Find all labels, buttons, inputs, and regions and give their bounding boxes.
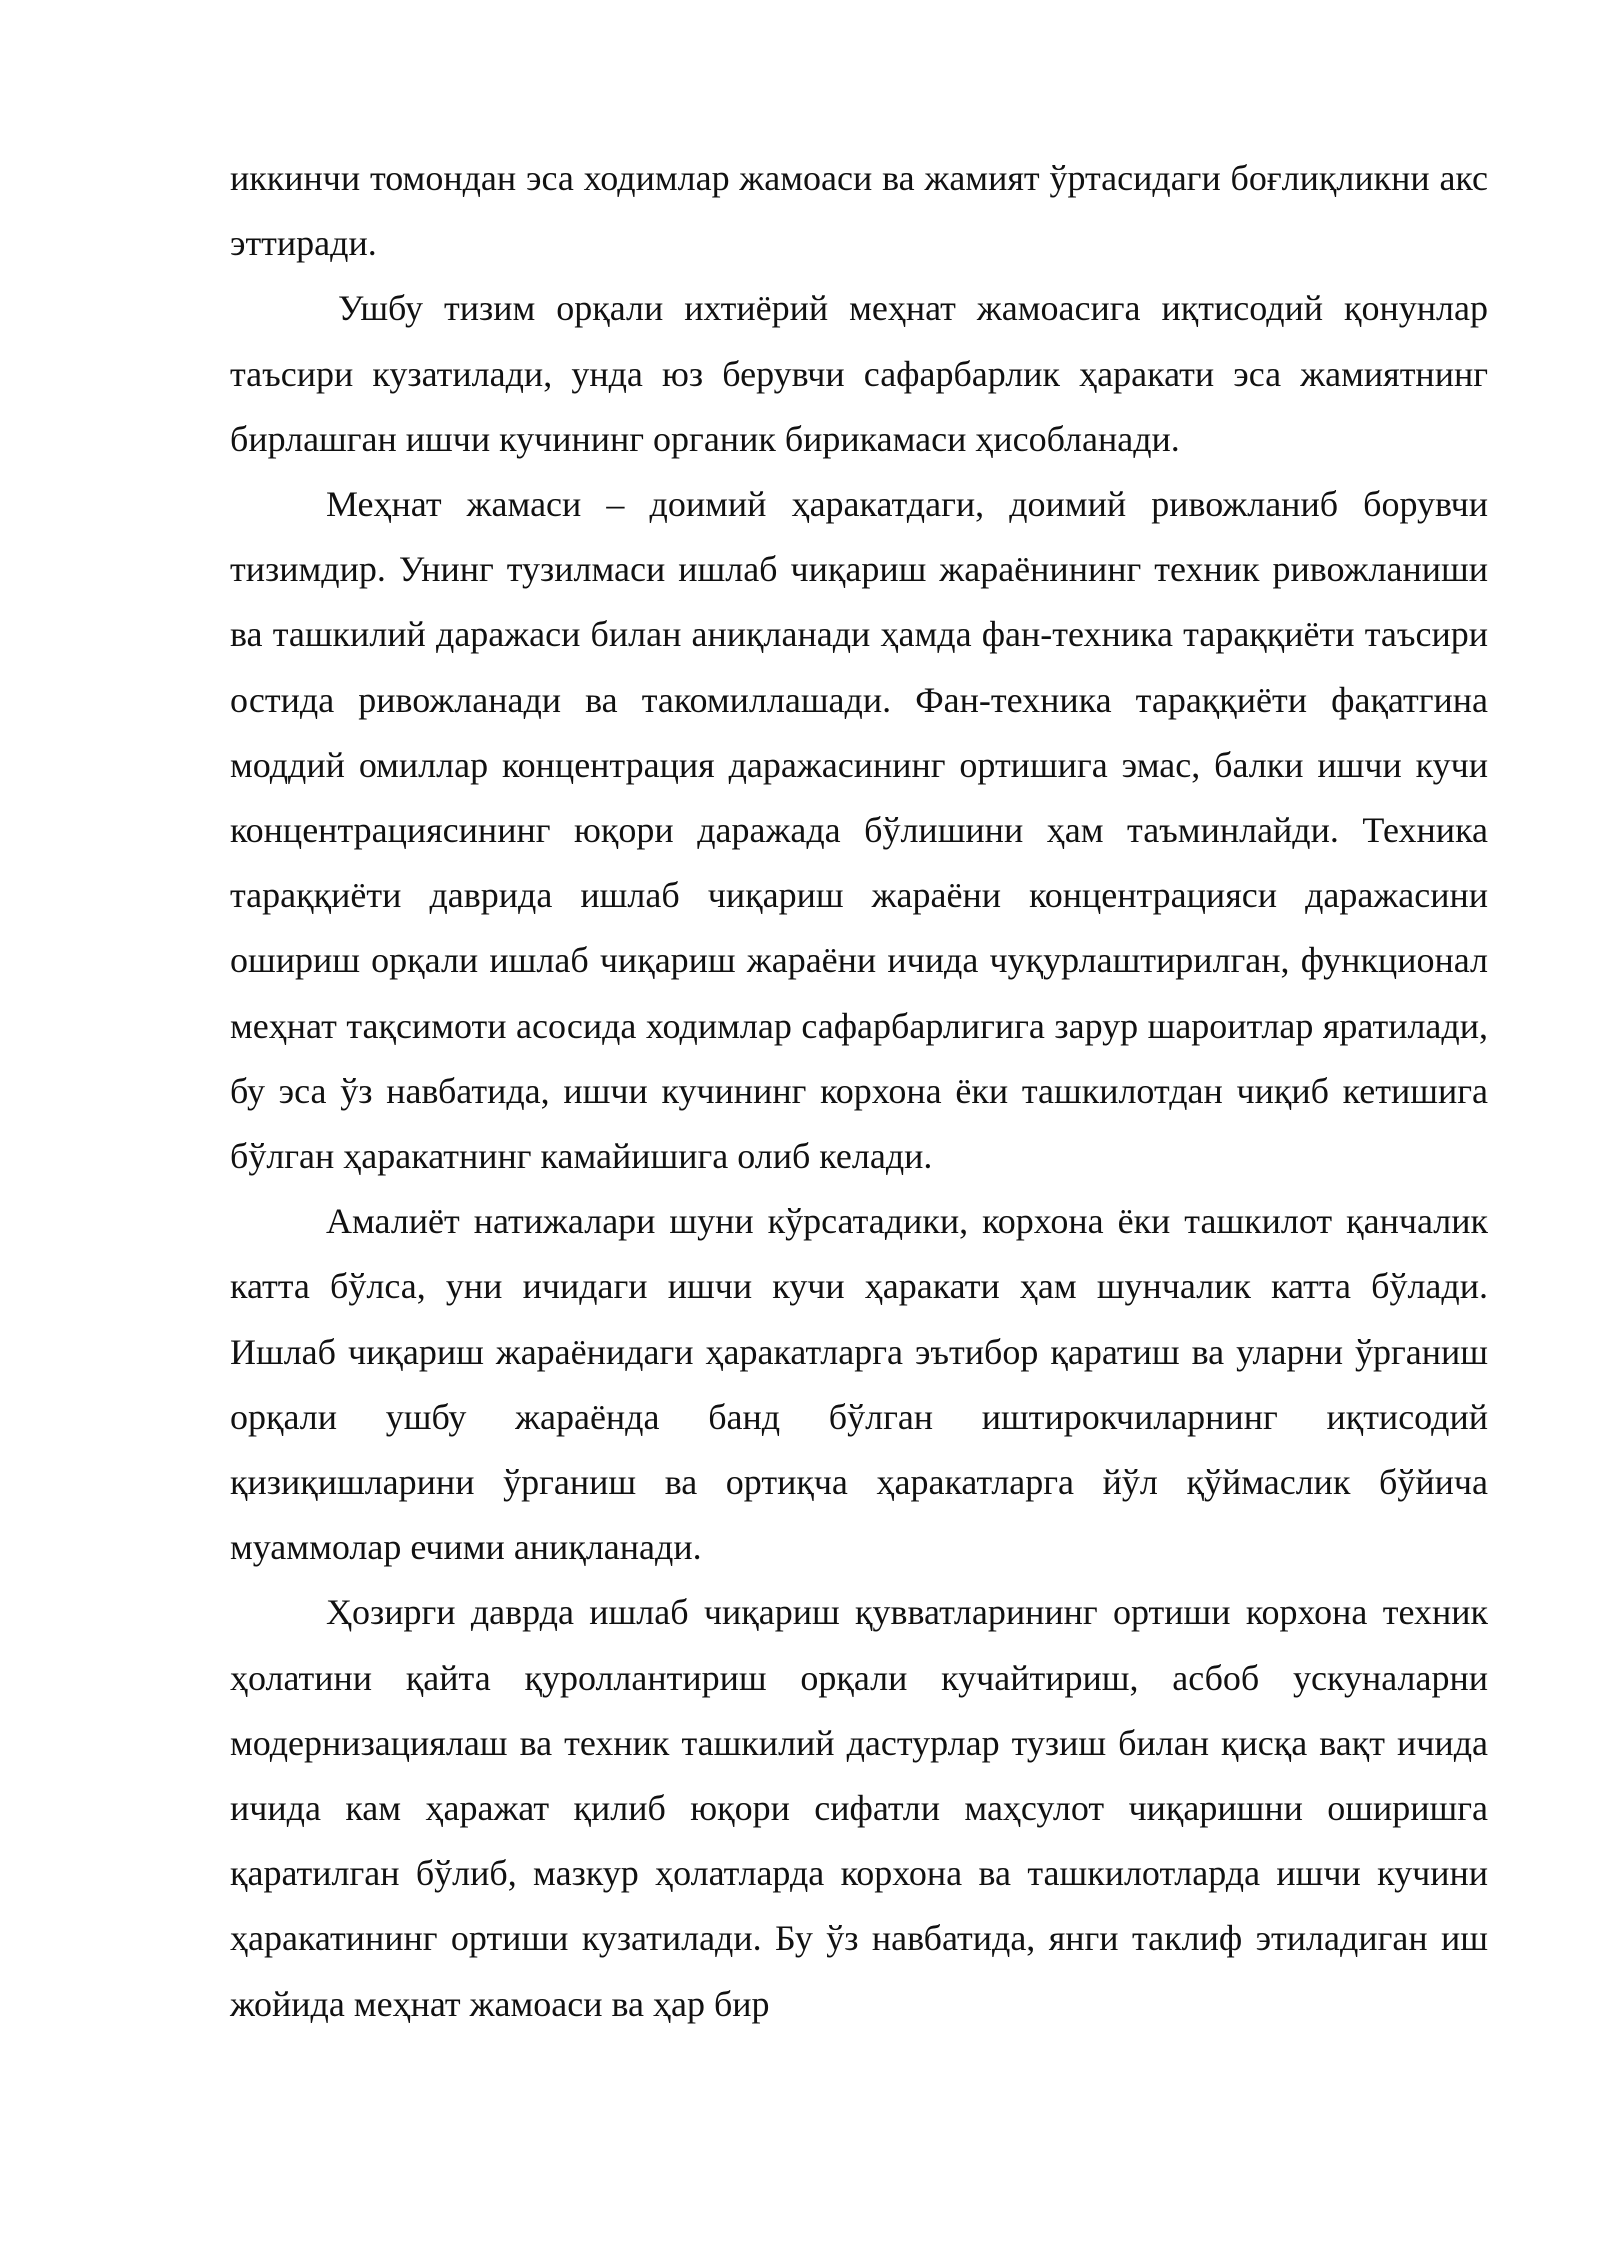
paragraph-continuation: иккинчи томондан эса ходимлар жамоаси ва жамият ўртасидаги боғлиқликни акс эттиради. [230,158,1488,264]
paragraph-practice-results: Амалиёт натижалари шуни кўрсатадики, корхона ёки ташкилот қанчалик катта бўлса, уни ичидаги ишчи кучи ҳаракати ҳам шунчалик катта бўлади. Ишлаб чиқариш жараёнидаги ҳаракатларга эътибор қаратиш ва уларни ўрганиш орқали ушбу жараёнда банд бўлган иштирокчиларнинг иқтисодий қизиқишларини ўрганиш ва ортиқча ҳаракатларга йўл қўймаслик бўйича муаммолар ечими аниқланади. [230,1201,1488,1568]
paragraph-labor-collective: Меҳнат жамаси – доимий ҳаракатдаги, доимий ривожланиб борувчи тизимдир. Унинг тузилмаси ишлаб чиқариш жараёнининг техник ривожланиши ва ташкилий даражаси билан аниқланади ҳамда фан-техника тараққиёти таъсири остида ривожланади ва такомиллашади. Фан-техника тараққиёти фақатгина моддий омиллар концентрация даражасининг ортишига эмас, балки ишчи кучи концентрациясининг юқори даражада бўлишини ҳам таъминлайди. Техника тараққиёти даврида ишлаб чиқариш жараёни концентрацияси даражасини ошириш орқали ишлаб чиқариш жараёни ичида чуқурлаштирилган, функционал меҳнат тақсимоти асосида ходимлар сафарбарлигига зарур шароитлар яратилади, бу эса ўз навбатида, ишчи кучининг корхона ёки ташкилотдан чиқиб кетишига бўлган ҳаракатнинг камайишига олиб келади. [230,484,1488,1177]
paragraph-system-influence: Ушбу тизим орқали ихтиёрий меҳнат жамоасига иқтисодий қонунлар таъсири кузатилади, унда юз берувчи сафарбарлик ҳаракати эса жамиятнинг бирлашган ишчи кучининг органик бирикамаси ҳисобланади. [230,288,1488,459]
document-body [230,146,1488,2037]
paragraph-current-period: Ҳозирги даврда ишлаб чиқариш қувватларининг ортиши корхона техник ҳолатини қайта қуроллантириш орқали кучайтириш, асбоб ускуналарни модернизациялаш ва техник ташкилий дастурлар тузиш билан қисқа вақт ичида ичида кам ҳаражат қилиб юқори сифатли маҳсулот чиқаришни оширишга қаратилган бўлиб, мазкур ҳолатларда корхона ва ташкилотларда ишчи кучини ҳаракатининг ортиши кузатилади. Бу ўз навбатида, янги таклиф этиладиган иш жойида меҳнат жамоаси ва ҳар бир [230,1592,1488,2024]
